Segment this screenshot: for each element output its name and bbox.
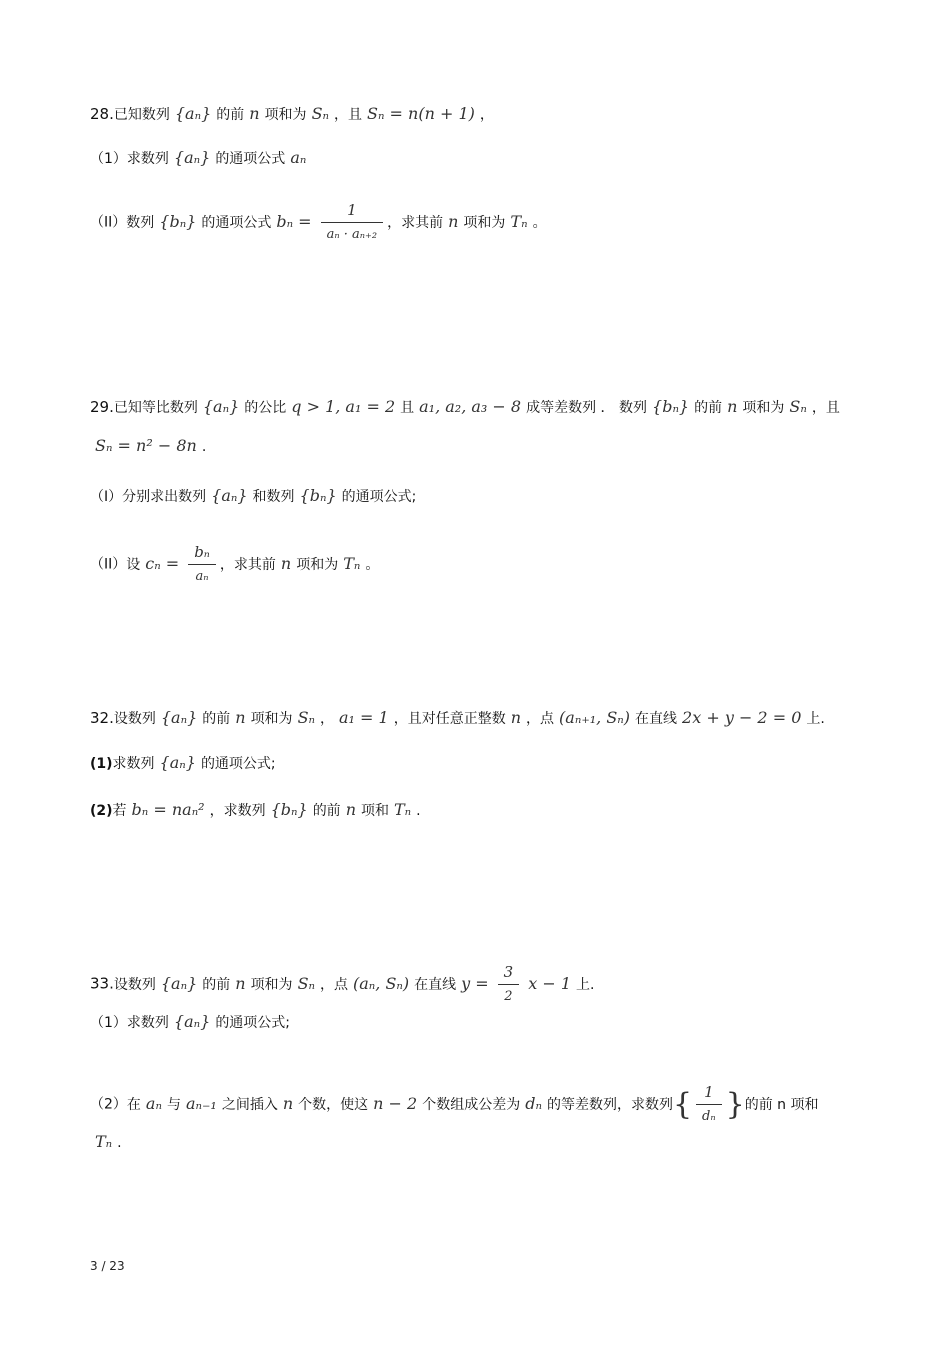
text-run: ，求数列 <box>209 803 266 819</box>
math-expression: {aₙ} <box>211 486 248 505</box>
text-run: 的前 <box>694 400 723 416</box>
part-label: （2） <box>90 1096 127 1113</box>
math-expression: dₙ <box>525 1093 542 1113</box>
text-run: 设 <box>126 556 141 573</box>
math-expression: Sₙ <box>297 708 316 727</box>
math-expression: {aₙ} <box>174 104 212 123</box>
math-expression: {aₙ} <box>159 753 196 772</box>
text-run: 的等差数列，求数列 <box>546 1096 673 1113</box>
fraction-numerator: 3 <box>498 962 520 985</box>
text-run: 项和为 <box>250 976 293 993</box>
math-expression: {aₙ} <box>160 973 198 993</box>
math-expression: n <box>235 708 246 727</box>
text-run: 项和 <box>361 803 389 819</box>
text-run: 成等差数列 ． 数列 <box>526 400 648 416</box>
part-label: (2) <box>90 803 113 819</box>
text-run: 上. <box>576 976 595 993</box>
math-expression: {aₙ} <box>173 148 211 167</box>
text-run: 项和为 <box>296 556 339 573</box>
math-expression: n <box>280 553 292 573</box>
text-run: 。 <box>365 556 380 573</box>
text-run: ，点 <box>526 711 555 727</box>
fraction <box>188 542 216 587</box>
text-run: 个数，使这 <box>298 1096 369 1113</box>
problem-number: 33. <box>90 974 114 993</box>
fraction-numerator: 1 <box>696 1082 722 1105</box>
math-expression: Sₙ = n(n + 1) <box>367 104 475 123</box>
text-run: 之间插入 <box>221 1096 278 1113</box>
text-run: 上. <box>806 711 825 727</box>
math-expression: 2x + y − 2 = 0 <box>682 708 802 727</box>
text-run: 项和为 <box>250 711 293 727</box>
text-run: 设数列 <box>113 976 156 993</box>
problem-28-part-1 <box>90 148 311 169</box>
braced-sequence <box>672 1083 745 1124</box>
fraction-denominator: aₙ · aₙ₊₂ <box>326 227 378 242</box>
math-expression: Tₙ <box>394 800 412 819</box>
text-run: 且 <box>400 400 415 416</box>
text-run: 与 <box>166 1096 181 1113</box>
math-expression: Sₙ <box>297 973 316 993</box>
part-label: （II） <box>90 556 127 573</box>
text-run: 求数列 <box>126 1015 169 1031</box>
fraction-denominator: aₙ <box>195 569 209 584</box>
text-run: ， <box>320 711 335 727</box>
text-run: ，点 <box>320 976 349 993</box>
problem-number: 32. <box>90 709 114 727</box>
math-expression: aₙ <box>290 148 307 167</box>
problem-29-part-2 <box>90 542 379 587</box>
text-run: ，且 <box>334 107 363 123</box>
fraction-numerator: bₙ <box>188 542 216 565</box>
math-expression: {bₙ} <box>299 486 337 505</box>
problem-33-stem <box>90 962 594 1007</box>
text-run: 项和为 <box>742 400 785 416</box>
math-expression: q > 1, a₁ = 2 <box>291 397 396 416</box>
text-run: . <box>416 803 421 819</box>
fraction <box>696 1082 722 1127</box>
problem-28-part-2 <box>90 200 547 245</box>
part-label: （II） <box>90 214 127 231</box>
text-run: 的公比 <box>244 400 287 416</box>
text-run: 数列 <box>126 214 155 231</box>
text-run: 的前 <box>202 976 231 993</box>
text-run: 在直线 <box>635 711 678 727</box>
math-expression: bₙ = naₙ² <box>131 800 205 819</box>
problem-28-stem <box>90 104 494 125</box>
text-run: 项和为 <box>463 214 506 231</box>
problem-33-part-2 <box>90 1082 819 1127</box>
math-expression: bₙ = <box>276 211 312 231</box>
text-run: 。 <box>532 214 547 231</box>
text-run: 和数列 <box>252 489 295 505</box>
math-expression: {aₙ} <box>202 397 240 416</box>
text-run: 的前 <box>216 107 245 123</box>
fraction <box>321 200 384 245</box>
text-run: 在 <box>126 1096 141 1113</box>
text-run: . <box>201 439 207 455</box>
text-run: . <box>117 1135 122 1151</box>
problem-33-tail <box>90 1132 122 1153</box>
fraction-denominator: dₙ <box>702 1109 716 1124</box>
fraction-denominator: 2 <box>504 989 513 1004</box>
text-run: 已知数列 <box>113 107 170 123</box>
fraction-numerator: 1 <box>321 200 384 223</box>
problem-32-stem <box>90 708 825 729</box>
math-expression: Sₙ <box>311 104 330 123</box>
text-run: 的通项公式; <box>341 489 417 505</box>
math-expression: n <box>282 1093 294 1113</box>
problem-number: 29. <box>90 398 114 416</box>
math-expression: a₁ = 1 <box>339 708 389 727</box>
text-run: 求数列 <box>126 151 169 167</box>
text-run: ，且对任意正整数 <box>393 711 506 727</box>
text-run: 在直线 <box>414 976 457 993</box>
math-expression: (aₙ₊₁, Sₙ) <box>559 708 631 727</box>
math-expression: {aₙ} <box>160 708 198 727</box>
text-run: 分别求出数列 <box>122 489 207 505</box>
math-expression: {bₙ} <box>270 800 308 819</box>
text-run: 设数列 <box>113 711 156 727</box>
problem-32-part-1 <box>90 753 276 774</box>
part-label: （I） <box>90 489 123 505</box>
math-expression: {bₙ} <box>159 211 197 231</box>
math-expression: Sₙ <box>789 397 807 416</box>
text-run: ，且 <box>811 400 840 416</box>
text-run: ，求其前 <box>387 214 444 231</box>
problem-number: 28. <box>90 105 114 123</box>
problem-33-part-1 <box>90 1012 290 1033</box>
math-expression: n <box>249 104 260 123</box>
math-expression: n <box>727 397 738 416</box>
text-run: 的前 <box>202 711 231 727</box>
page-number: 3 / 23 <box>90 1259 125 1273</box>
text-run: 的前 <box>312 803 341 819</box>
part-label: （1） <box>90 1015 127 1031</box>
problem-29-stem-continued <box>90 436 206 457</box>
math-expression: Sₙ = n² − 8n <box>95 436 197 455</box>
right-brace: } <box>725 1086 745 1122</box>
fraction <box>498 962 520 1007</box>
text-run: 项和为 <box>264 107 307 123</box>
problem-29-part-1 <box>90 486 416 507</box>
math-expression: n <box>510 708 522 727</box>
text-run: 已知等比数列 <box>113 400 198 416</box>
math-expression: Tₙ <box>343 553 361 573</box>
math-expression: a₁, a₂, a₃ − 8 <box>419 397 522 416</box>
math-expression: n <box>448 211 459 231</box>
math-expression: y = <box>461 973 489 993</box>
text-run: 的通项公式 <box>215 151 286 167</box>
math-expression: n <box>345 800 356 819</box>
math-expression: {bₙ} <box>652 397 690 416</box>
problem-29-stem <box>90 397 840 418</box>
text-run: 的通项公式; <box>200 756 276 772</box>
text-run: 求数列 <box>112 756 155 772</box>
math-expression: n − 2 <box>373 1093 418 1113</box>
math-expression: Tₙ <box>95 1132 113 1151</box>
part-label: （1） <box>90 151 127 167</box>
math-expression: aₙ <box>145 1093 162 1113</box>
text-run: 的通项公式 <box>201 214 272 231</box>
text-run: ，求其前 <box>219 556 276 573</box>
part-label: (1) <box>90 756 113 772</box>
problem-32-part-2 <box>90 800 421 821</box>
left-brace: { <box>672 1086 693 1122</box>
math-expression: cₙ = <box>145 553 180 573</box>
math-expression: Tₙ <box>510 211 528 231</box>
text-run: 若 <box>112 803 127 819</box>
text-run: 的通项公式; <box>215 1015 291 1031</box>
text-run: 个数组成公差为 <box>422 1096 521 1113</box>
text-run: 的前 n 项和 <box>744 1096 819 1113</box>
math-expression: aₙ₋₁ <box>185 1093 217 1113</box>
math-expression: x − 1 <box>528 973 571 993</box>
text-run: ， <box>479 107 494 123</box>
math-expression: (aₙ, Sₙ) <box>353 973 410 993</box>
math-expression: {aₙ} <box>173 1012 211 1031</box>
math-expression: n <box>235 973 246 993</box>
